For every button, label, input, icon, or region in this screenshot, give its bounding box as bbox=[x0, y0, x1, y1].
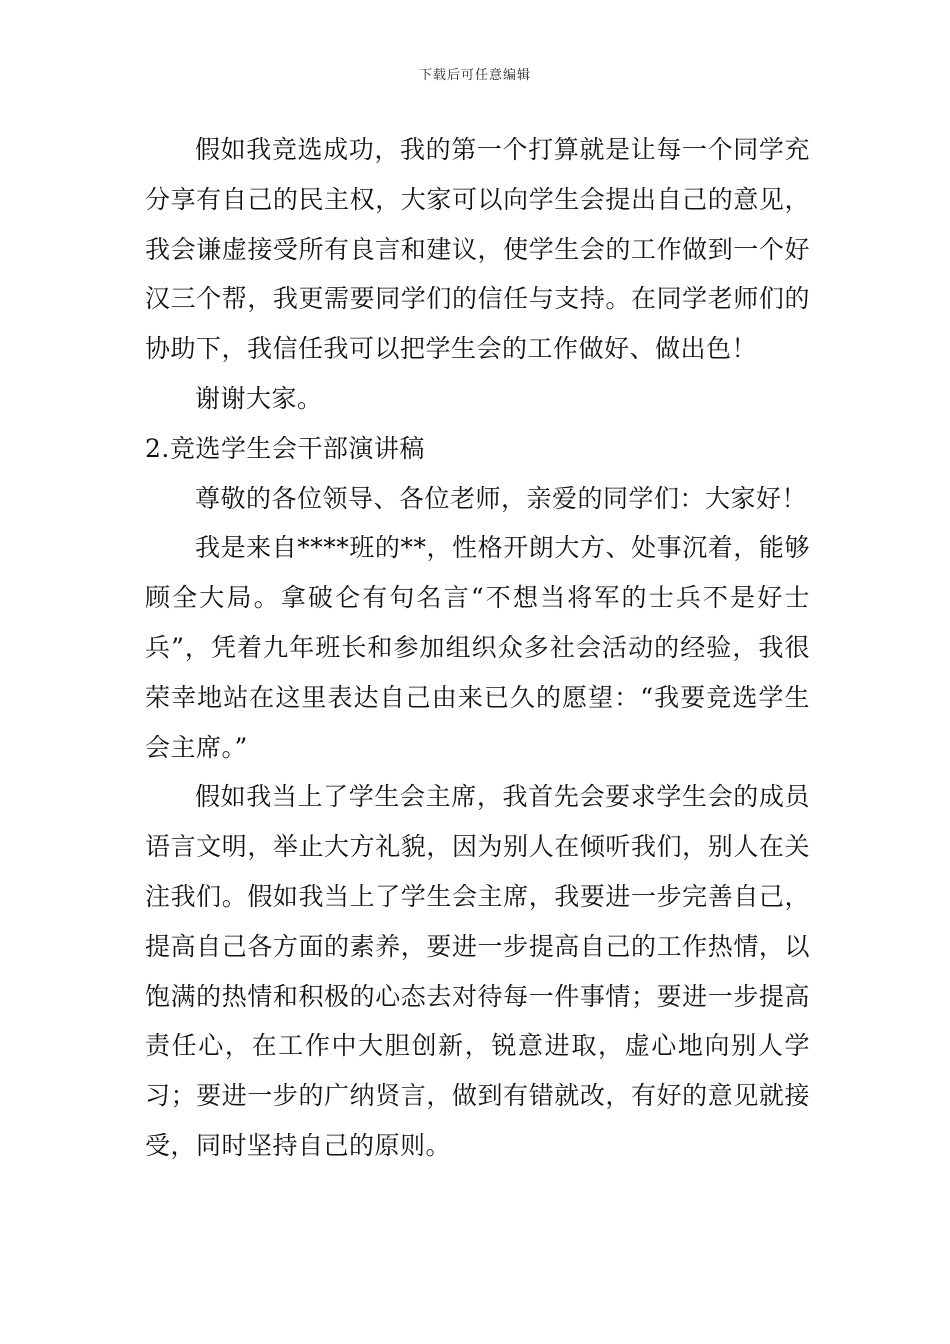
paragraph-introduction: 我是来自****班的**，性格开朗大方、处事沉着，能够顾全大局。拿破仑有句名言“不想当将军的士兵不是好士兵”，凭着九年班长和参加组织众多社会活动的经验，我很荣幸地站在这里表达自己由来已久的愿望：“我要竞选学生会主席。” bbox=[145, 533, 810, 762]
section-heading: 2.竞选学生会干部演讲稿 bbox=[145, 433, 425, 463]
paragraph-greeting: 尊敬的各位领导、各位老师，亲爱的同学们：大家好！ bbox=[195, 483, 808, 513]
document-body bbox=[145, 125, 810, 1171]
paragraph-campaign-plan: 假如我竞选成功，我的第一个打算就是让每一个同学充分享有自己的民主权，大家可以向学生会提出自己的意见，我会谦虚接受所有良言和建议，使学生会的工作做到一个好汉三个帮，我更需要同学们的信任与支持。在同学老师们的协助下，我信任我可以把学生会的工作做好、做出色！ bbox=[145, 135, 810, 364]
paragraph-plans: 假如我当上了学生会主席，我首先会要求学生会的成员语言文明，举止大方礼貌，因为别人在倾听我们，别人在关注我们。假如我当上了学生会主席，我要进一步完善自己，提高自己各方面的素养，要进一步提高自己的工作热情，以饱满的热情和积极的心态去对待每一件事情；要进一步提高责任心，在工作中大胆创新，锐意进取，虚心地向别人学习；要进一步的广纳贤言，做到有错就改，有好的意见就接受，同时坚持自己的原则。 bbox=[145, 782, 810, 1160]
paragraph-thanks: 谢谢大家。 bbox=[195, 383, 323, 413]
page-header: 下载后可任意编辑 bbox=[418, 68, 531, 83]
